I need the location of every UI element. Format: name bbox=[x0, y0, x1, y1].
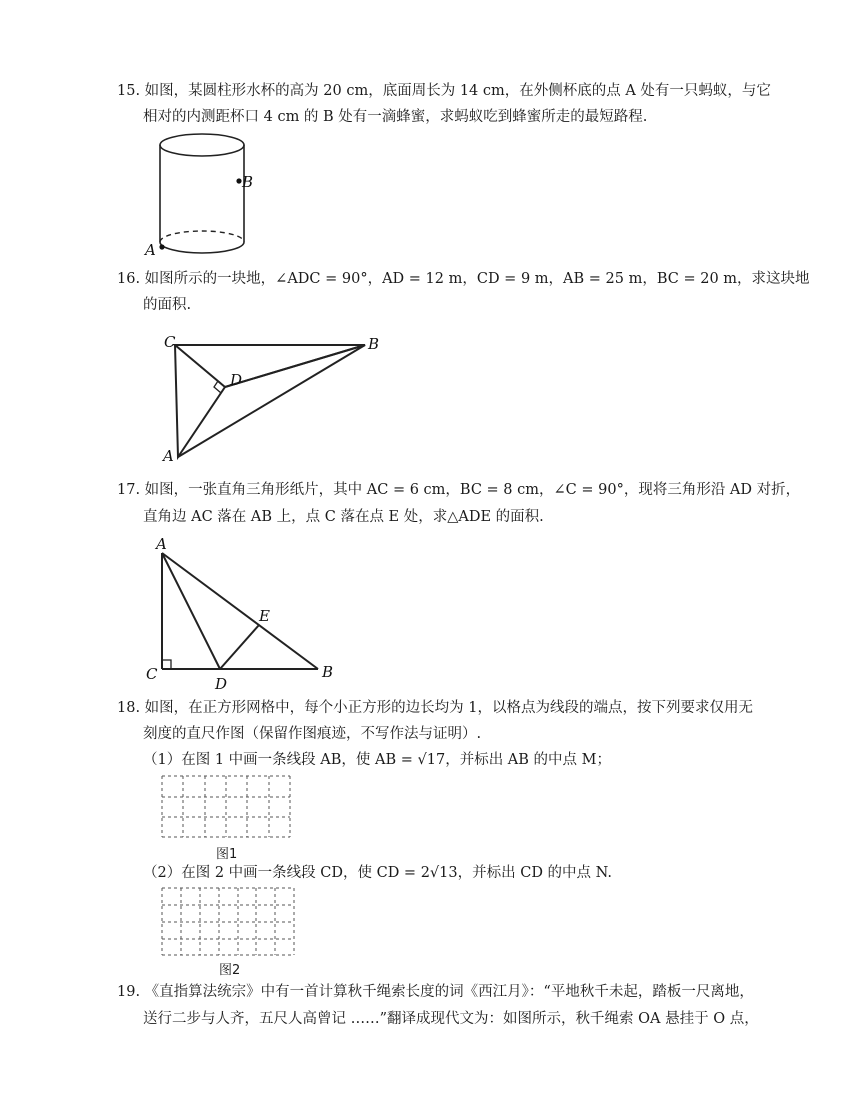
label-b: B bbox=[322, 663, 334, 681]
label-c: C bbox=[164, 333, 176, 351]
q17-line-2: 直角边 AC 落在 AB 上，点 C 落在点 E 处，求△ADE 的面积. bbox=[143, 509, 544, 525]
q16-line-2: 的面积. bbox=[143, 297, 192, 313]
label-a: A bbox=[145, 241, 156, 259]
label-d: D bbox=[215, 675, 228, 693]
label-a: A bbox=[156, 535, 167, 553]
q19-line-1: 19. 《直指算法统宗》中有一首计算秋千绳索长度的词《西江月》：“平地秋千未起，踏板一尺离地， bbox=[117, 984, 754, 1000]
triangle-figure bbox=[140, 533, 340, 693]
label-a: A bbox=[163, 447, 174, 465]
grid-figure-2 bbox=[160, 886, 298, 958]
q15-line-1: 15. 如图，某圆柱形水杯的高为 20 cm，底面周长为 14 cm，在外侧杯底的点 A 处有一只蚂蚁，与它 bbox=[117, 83, 771, 99]
label-b: B bbox=[242, 173, 254, 191]
label-b: B bbox=[368, 335, 380, 353]
label-c: C bbox=[146, 665, 158, 683]
q18-line-1: 18. 如图，在正方形网格中，每个小正方形的边长均为 1，以格点为线段的端点，按下列要求仅用无 bbox=[117, 700, 753, 716]
q18-part-2: （2）在图 2 中画一条线段 CD，使 CD = 2√13，并标出 CD 的中点 N. bbox=[143, 865, 613, 881]
quadrilateral-figure bbox=[150, 325, 390, 465]
label-d: D bbox=[230, 371, 243, 389]
label-e: E bbox=[259, 607, 270, 625]
fig1-caption: 图1 bbox=[216, 847, 238, 862]
cylinder-figure bbox=[135, 130, 270, 260]
q15-line-2: 相对的内测距杯口 4 cm 的 B 处有一滴蜂蜜，求蚂蚁吃到蜂蜜所走的最短路程. bbox=[143, 109, 648, 125]
q19-line-2: 送行二步与人齐，五尺人高曾记 ……”翻译成现代文为：如图所示，秋千绳索 OA 悬挂于 O 点， bbox=[143, 1011, 759, 1027]
q16-line-1: 16. 如图所示的一块地，∠ADC = 90°，AD = 12 m，CD = 9 m，AB = 25 m，BC = 20 m，求这块地 bbox=[117, 271, 810, 287]
fig2-caption: 图2 bbox=[219, 963, 241, 978]
q18-part-1: （1）在图 1 中画一条线段 AB，使 AB = √17，并标出 AB 的中点 M； bbox=[143, 752, 611, 768]
q17-line-1: 17. 如图，一张直角三角形纸片，其中 AC = 6 cm，BC = 8 cm，∠C = 90°，现将三角形沿 AD 对折， bbox=[117, 482, 801, 498]
q18-line-2: 刻度的直尺作图（保留作图痕迹，不写作法与证明）. bbox=[143, 726, 482, 742]
grid-figure-1 bbox=[160, 774, 295, 840]
